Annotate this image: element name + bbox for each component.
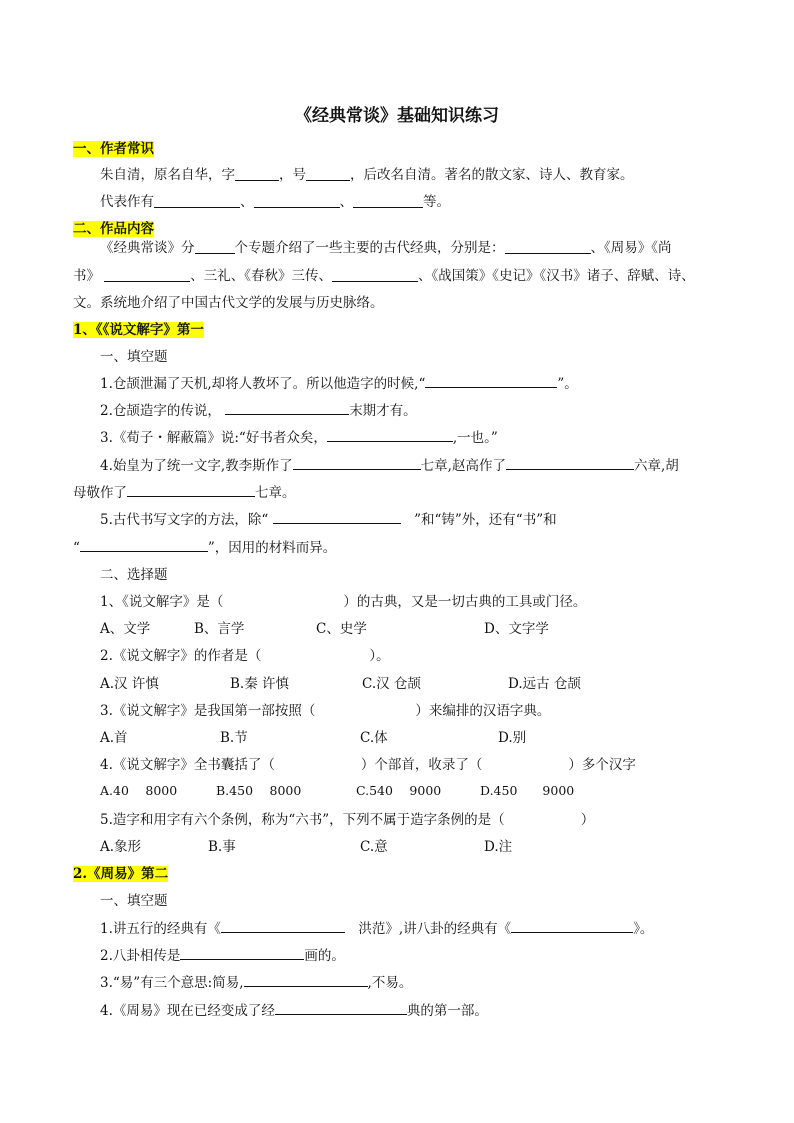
blank[interactable] bbox=[275, 1006, 407, 1015]
fill-in-title-2: 一、填空题 bbox=[100, 893, 168, 909]
blank[interactable] bbox=[425, 379, 557, 388]
choice-5-option-b[interactable]: B.事 bbox=[208, 839, 236, 855]
section-content-heading: 二、作品内容 bbox=[73, 221, 154, 237]
author-line-1: 朱自清，原名自华，字 ，号 ，后改名自清。著名的散文家、诗人、教育家。 bbox=[100, 167, 634, 183]
content-line-3: 文。系统地介绍了中国古代文学的发展与历史脉络。 bbox=[73, 295, 384, 311]
choice-4-option-c[interactable]: C.540 9000 bbox=[356, 783, 442, 798]
choice-3-option-a[interactable]: A.首 bbox=[100, 730, 128, 746]
blank[interactable] bbox=[104, 268, 190, 283]
blank[interactable] bbox=[353, 194, 423, 209]
blank[interactable] bbox=[244, 978, 368, 987]
section-author-heading: 一、作者常识 bbox=[73, 141, 154, 157]
zhouyi-question-4: 4.《周易》现在已经变成了经 典的第一部。 bbox=[100, 1003, 488, 1019]
zhouyi-question-3: 3.“易”有三个意思:简易, ,不易。 bbox=[100, 975, 413, 991]
choice-4-option-a[interactable]: A.40 8000 bbox=[100, 783, 178, 798]
blank[interactable] bbox=[221, 924, 345, 933]
choice-5: 5.造字和用字有六个条例，称为“六书”，下列不属于造字条例的是（ ） bbox=[100, 812, 595, 828]
blank[interactable] bbox=[273, 515, 401, 524]
choice-3-option-d[interactable]: D.别 bbox=[498, 730, 527, 746]
choice-1-option-a[interactable]: A、文学 bbox=[100, 621, 151, 637]
fill-in-title: 一、填空题 bbox=[100, 349, 168, 365]
choice-3-option-c[interactable]: C.体 bbox=[360, 730, 388, 746]
blank[interactable] bbox=[195, 240, 235, 255]
blank[interactable] bbox=[511, 924, 633, 933]
choice-1-option-d[interactable]: D、文字学 bbox=[484, 621, 549, 637]
choice-1-option-b[interactable]: B、言学 bbox=[194, 621, 245, 637]
question-2: 2.仓颉造字的传说， 末期才有。 bbox=[100, 403, 417, 419]
choice-5-option-c[interactable]: C.意 bbox=[360, 839, 388, 855]
question-4: 4.始皇为了统一文字,教李斯作了 七章,赵高作了 六章,胡 bbox=[100, 458, 679, 474]
choice-1-option-c[interactable]: C、史学 bbox=[316, 621, 367, 637]
question-3: 3.《荀子・解蔽篇》说:“好书者众矣， ,一也。” bbox=[100, 430, 498, 446]
blank[interactable] bbox=[80, 543, 208, 552]
choice-2-option-c[interactable]: C.汉 仓颉 bbox=[362, 676, 421, 692]
blank[interactable] bbox=[225, 406, 349, 415]
question-5: 5.古代书写文字的方法，除“ ”和“铸”外，还有“书”和 bbox=[100, 512, 557, 528]
content-line-1: 《经典常谈》分 个专题介绍了一些主要的古代经典，分别是： 、《周易》《尚 bbox=[100, 240, 672, 256]
choice-4-option-b[interactable]: B.450 8000 bbox=[216, 783, 302, 798]
page-title: 《经典常谈》基础知识练习 bbox=[295, 106, 499, 126]
blank[interactable] bbox=[127, 488, 255, 497]
choice-5-option-a[interactable]: A.象形 bbox=[100, 839, 142, 855]
choice-2: 2.《说文解字》的作者是（ ）。 bbox=[100, 648, 390, 664]
choice-4-option-d[interactable]: D.450 9000 bbox=[480, 783, 575, 798]
choice-4: 4.《说文解字》全书囊括了（ ）个部首，收录了（ ）多个汉字 bbox=[100, 757, 636, 773]
choice-2-option-a[interactable]: A.汉 许慎 bbox=[100, 676, 159, 692]
zhouyi-question-1: 1.讲五行的经典有《 洪范》,讲八卦的经典有《 》。 bbox=[100, 921, 654, 937]
blank[interactable] bbox=[180, 951, 304, 960]
choice-2-option-d[interactable]: D.远古 仓颉 bbox=[508, 676, 581, 692]
blank[interactable] bbox=[506, 461, 634, 470]
author-line-2: 代表作有 、 、 等。 bbox=[100, 194, 450, 210]
blank[interactable] bbox=[235, 167, 279, 182]
blank[interactable] bbox=[254, 194, 340, 209]
question-4-cont: 母敬作了 七章。 bbox=[73, 485, 296, 501]
question-5-cont: “ ”，因用的材料而异。 bbox=[73, 540, 337, 556]
question-1: 1.仓颉泄漏了天机,却将人教坏了。所以他造字的时候,“ ”。 bbox=[100, 376, 578, 392]
choice-1: 1、《说文解字》是（ ）的古典，又是一切古典的工具或门径。 bbox=[100, 594, 587, 610]
blank[interactable] bbox=[332, 268, 418, 283]
section-zhouyi-heading: 2.《周易》第二 bbox=[73, 866, 169, 882]
choice-3: 3.《说文解字》是我国第一部按照（ ）来编排的汉语字典。 bbox=[100, 703, 551, 719]
choice-3-option-b[interactable]: B.节 bbox=[220, 730, 248, 746]
blank[interactable] bbox=[293, 461, 421, 470]
zhouyi-question-2: 2.八卦相传是 画的。 bbox=[100, 948, 345, 964]
choice-5-option-d[interactable]: D.注 bbox=[484, 839, 513, 855]
blank[interactable] bbox=[505, 240, 591, 255]
blank[interactable] bbox=[154, 194, 240, 209]
blank[interactable] bbox=[327, 433, 453, 442]
content-line-2: 书》 、三礼、《春秋》三传、 、《战国策》《史记》《汉书》诸子、辞赋、诗、 bbox=[73, 268, 695, 284]
choice-title: 二、选择题 bbox=[100, 567, 168, 583]
section-shuowen-heading: 1、《《说文解字》第一 bbox=[73, 322, 204, 338]
blank[interactable] bbox=[306, 167, 350, 182]
choice-2-option-b[interactable]: B.秦 许慎 bbox=[230, 676, 290, 692]
